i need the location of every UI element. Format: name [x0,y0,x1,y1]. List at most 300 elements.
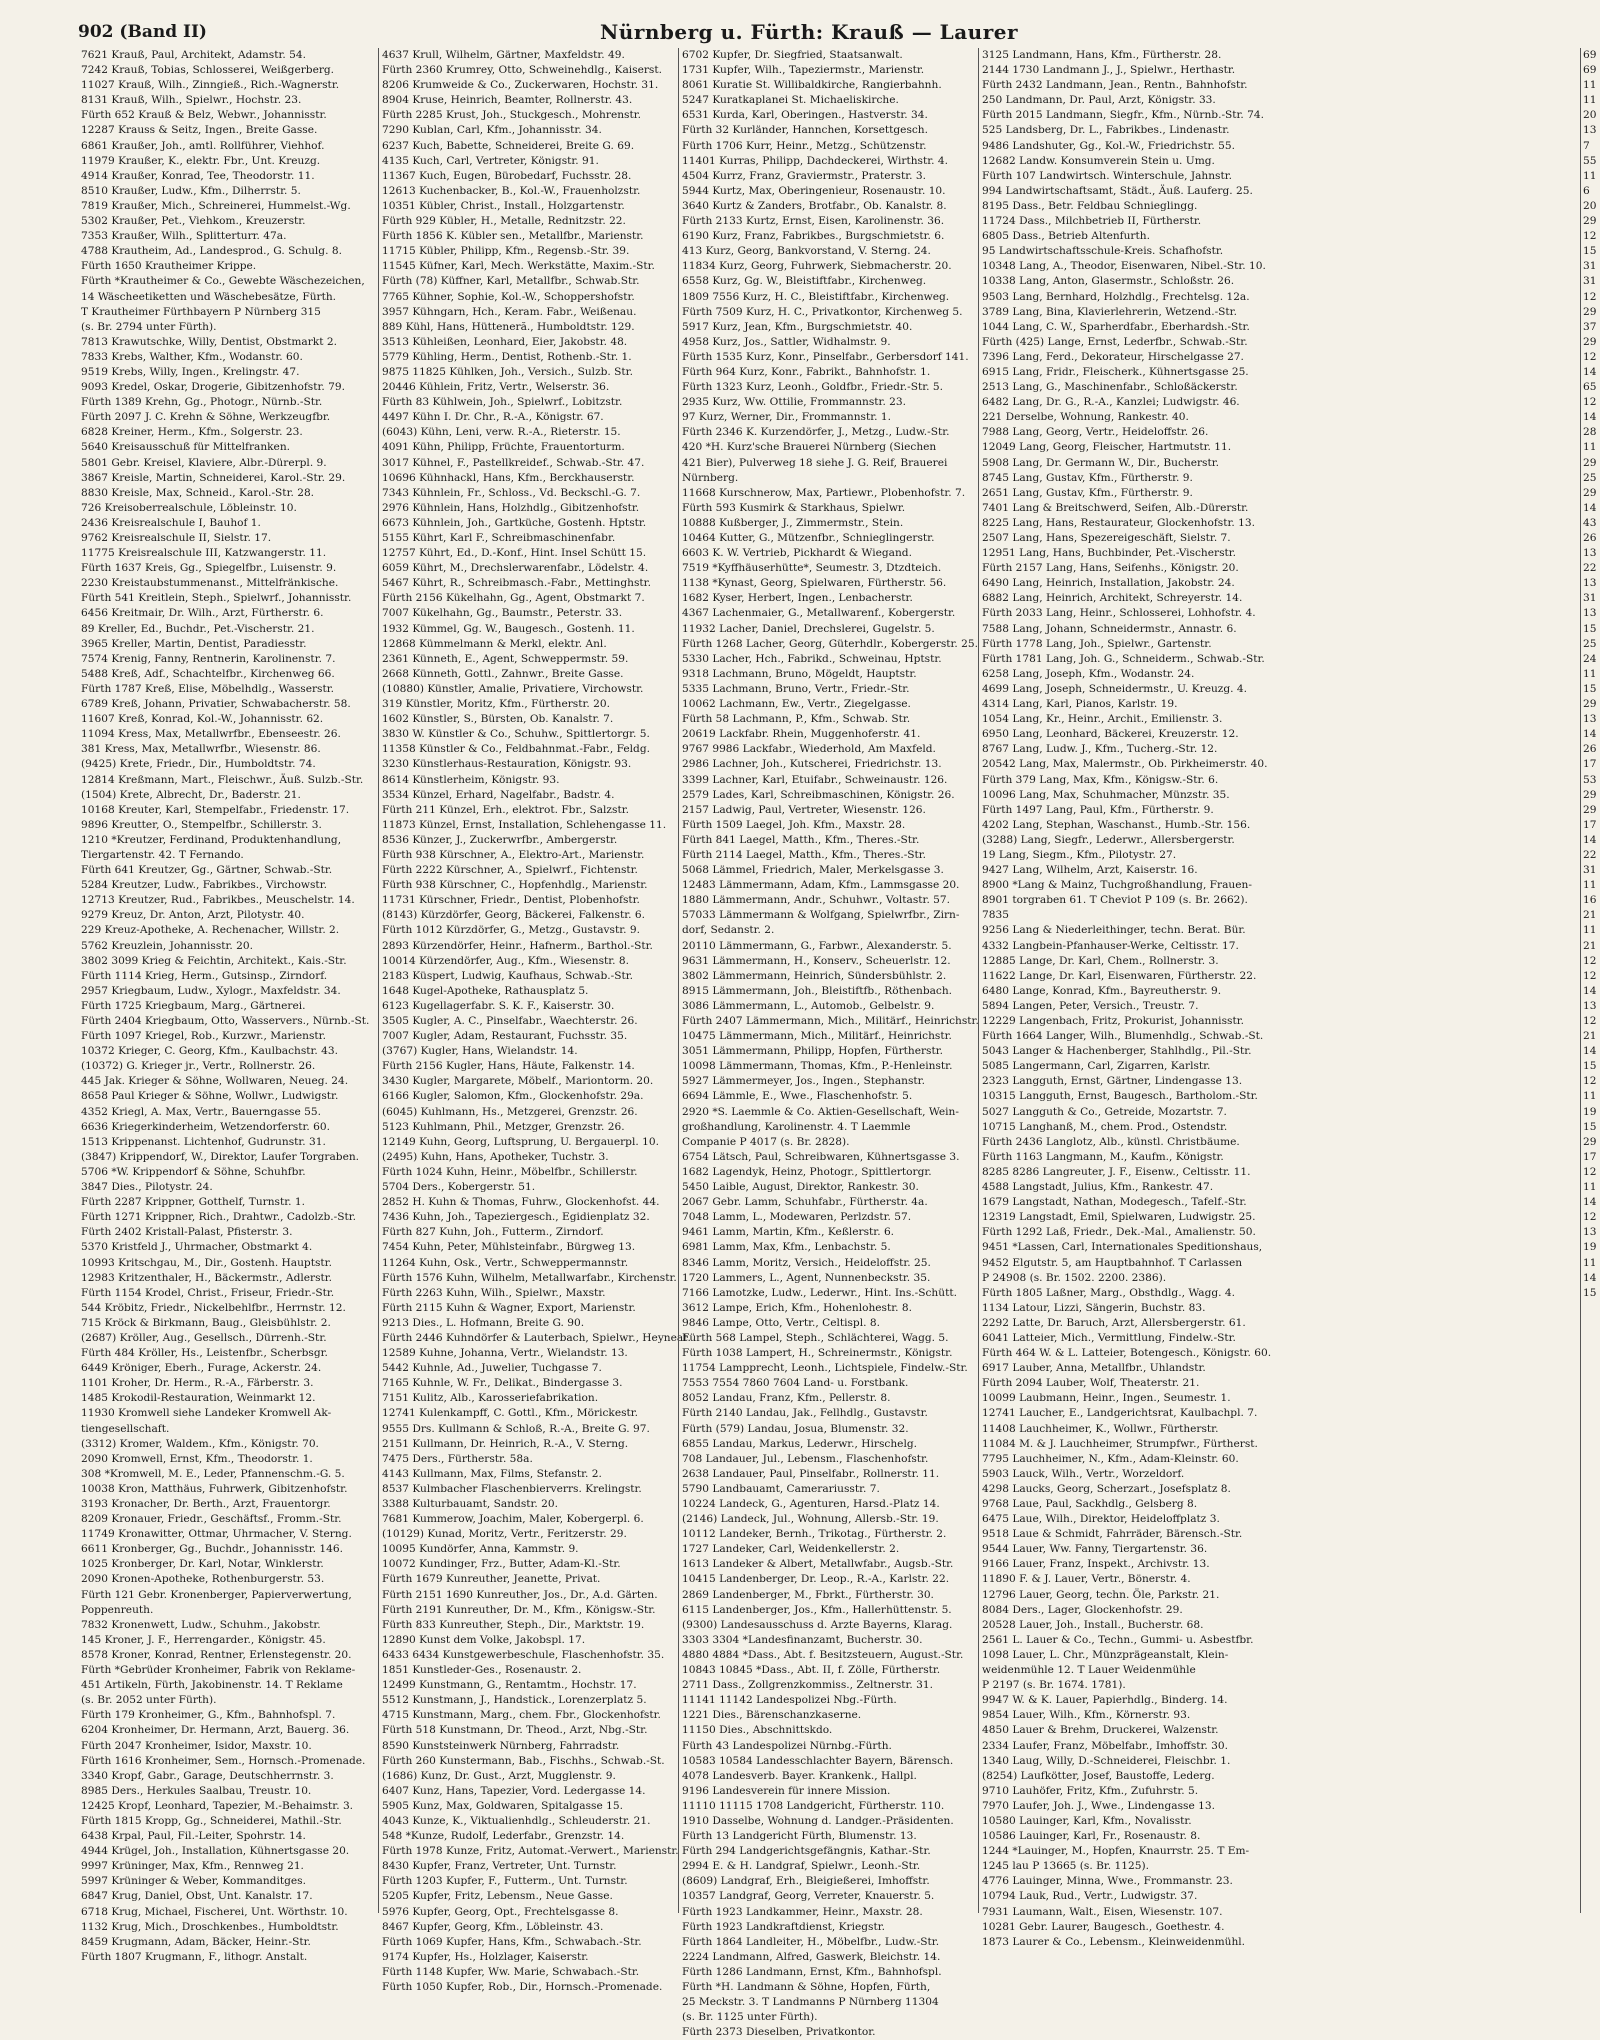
directory-entry: 2561 L. Lauer & Co., Techn., Gummi- u. Asbestfbr. [982,1633,1254,1646]
directory-entry: 6882 Lang, Heinrich, Architekt, Schreyerstr. 14. [982,592,1243,605]
edge-entry: 69 [1583,49,1597,61]
directory-entry: Fürth 1535 Kurz, Konr., Pinselfabr., Gerbersdorf 141. [682,350,969,363]
edge-entry: 29 [1583,456,1597,469]
edge-entry: 16 [1583,894,1597,907]
directory-entry: 12049 Lang, Georg, Fleischer, Hartmutstr. 11. [982,441,1232,454]
directory-entry: 1340 Laug, Willy, D.-Schneiderei, Fleischbr. 1. [982,1754,1231,1767]
directory-entry: 9451 *Lassen, Carl, Internationales Speditionshaus, [982,1241,1263,1254]
edge-entry: 11 [1583,1181,1597,1194]
directory-column-4 [978,48,1280,1948]
directory-entry: Fürth 260 Kunstermann, Bab., Fischhs., Schwab.-St. [382,1754,665,1767]
directory-entry: 11754 Lampprecht, Leonh., Lichtspiele, Findelw.-Str. [682,1362,968,1375]
directory-entry: 2183 Küspert, Ludwig, Kaufhaus, Schwab.-Str. [382,969,634,982]
directory-entry: 381 Kress, Max, Metallwrfbr., Wiesenstr. 86. [81,743,321,756]
edge-entry: 13 [1583,577,1597,590]
directory-entry: Fürth 294 Landgerichtsgefängnis, Kathar.-Str. [682,1845,931,1858]
edge-entry: 14 [1583,1196,1597,1209]
directory-entry: Fürth 2097 J. C. Krehn & Söhne, Werkzeugfbr. [81,411,331,424]
directory-entry: 8830 Kreisle, Max, Schneid., Karol.-Str. 28. [81,486,315,499]
edge-entry: 13 [1583,999,1597,1012]
directory-entry: Fürth 568 Lampel, Steph., Schlächterei, Wagg. 5. [682,1331,949,1344]
directory-entry: 20446 Kühlein, Fritz, Vertr., Welserstr. 36. [382,381,610,394]
directory-entry: 319 Künstler, Moritz, Kfm., Fürtherstr. 20. [382,698,610,711]
directory-entry: 1851 Kunstleder-Ges., Rosenaustr. 2. [382,1664,582,1677]
directory-entry: 6059 Kührt, M., Drechslerwarenfabr., Lödelstr. 4. [382,562,649,575]
directory-entry: Fürth 13 Landgericht Fürth, Blumenstr. 13. [682,1830,917,1843]
directory-entry: 1485 Krokodil-Restauration, Weinmarkt 12. [81,1392,316,1405]
edge-entry: 13 [1583,124,1597,137]
directory-entry: 413 Kurz, Georg, Bankvorstand, V. Sterng. 24. [682,245,931,258]
directory-entry: 2651 Lang, Gustav, Kfm., Fürtherstr. 9. [982,486,1193,499]
directory-entry: Fürth 1856 K. Kübler sen., Metallfbr., Marienstr. [382,230,644,243]
edge-entry: 31 [1583,864,1597,877]
directory-entry: 726 Kreisoberrealschule, Löbleinstr. 10. [81,501,297,514]
edge-entry: 22 [1583,848,1597,861]
directory-entry: 6480 Lange, Konrad, Kfm., Bayreutherstr. 9. [982,984,1222,997]
directory-entry: 10351 Kübler, Christ., Install., Holzgartenstr. [382,199,625,212]
directory-entry: 6981 Lamm, Max, Kfm., Lenbachstr. 5. [682,1241,891,1254]
edge-entry: 15 [1583,245,1597,258]
directory-entry: 11264 Kuhn, Osk., Vertr., Schweppermannstr. [382,1256,629,1269]
directory-entry: 1245 lau P 13665 (s. Br. 1125). [982,1860,1149,1873]
directory-entry: 3640 Kurtz & Zanders, Brotfabr., Ob. Kanalstr. 8. [682,199,947,212]
directory-entry: 544 Kröbitz, Friedr., Nickelbehlfbr., Herrnstr. 12. [81,1301,346,1314]
directory-entry: 7553 7554 7860 7604 Land- u. Forstbank. [682,1377,909,1390]
directory-entry: 250 Landmann, Dr. Paul, Arzt, Königstr. 33. [982,94,1216,107]
directory-entry: 9544 Lauer, Ww. Fanny, Tiergartenstr. 36. [982,1543,1208,1556]
directory-entry: 5330 Lacher, Hch., Fabrikd., Schweinau, Hptstr. [682,652,942,665]
directory-entry: Fürth 464 W. & L. Latteier, Botengesch., Königstr. 60. [982,1347,1272,1360]
directory-entry: 3534 Künzel, Erhard, Nagelfabr., Badstr. 4. [382,788,615,801]
directory-entry: 9427 Lang, Wilhelm, Arzt, Kaiserstr. 16. [982,864,1198,877]
directory-entry: 5894 Langen, Peter, Versich., Treustr. 7. [982,999,1199,1012]
directory-entry: 1138 *Kynast, Georg, Spielwaren, Fürtherstr. 56. [682,577,947,590]
directory-entry: 4332 Langbein-Pfanhauser-Werke, Celtisstr. 17. [982,939,1239,952]
directory-entry: Fürth 179 Kronheimer, G., Kfm., Bahnhofspl. 7. [81,1709,336,1722]
directory-entry: Fürth 1097 Kriegel, Rob., Kurzwr., Marienstr. [81,1030,326,1043]
directory-entry: 4880 4884 *Dass., Abt. f. Besitzsteuern, August.-Str. [682,1648,964,1661]
directory-entry: Fürth 1679 Kunreuther, Jeanette, Privat. [382,1573,601,1586]
directory-entry: 5905 Kunz, Max, Goldwaren, Spitalgasse 15. [382,1799,623,1812]
directory-entry: 1910 Dasselbe, Wohnung d. Landger.-Präsidenten. [682,1814,954,1827]
directory-entry: 7833 Krebs, Walther, Kfm., Wodanstr. 60. [81,350,303,363]
directory-entry: 7242 Krauß, Tobias, Schlosserei, Weißgerberg. [81,64,335,77]
directory-entry: 6041 Latteier, Mich., Vermittlung, Findelw.-Str. [982,1331,1236,1344]
directory-entry: 5488 Kreß, Adf., Schachtelfbr., Kirchenweg 66. [81,667,335,680]
directory-entry: 4143 Kullmann, Max, Films, Stefanstr. 2. [382,1467,602,1480]
directory-entry: Fürth 1787 Kreß, Elise, Möbelhdlg., Wasserstr. [81,682,335,695]
directory-entry: Fürth 32 Kurländer, Hannchen, Korsettgesch. [682,124,928,137]
directory-entry: 6123 Kugellagerfabr. S. K. F., Kaiserstr. 30. [382,999,615,1012]
directory-entry: 5640 Kreisausschuß für Mittelfranken. [81,441,291,454]
directory-entry: 994 Landwirtschaftsamt, Städt., Äuß. Lauferg. 25. [982,184,1253,197]
directory-entry: 6558 Kurz, Gg. W., Bleistiftfabr., Kirchenweg. [682,275,927,288]
directory-entry: 229 Kreuz-Apotheke, A. Rechenacher, Willstr. 2. [81,924,340,937]
directory-entry: 5976 Kupfer, Georg, Opt., Frechtelsgasse 8. [382,1905,619,1918]
directory-entry: (1504) Krete, Albrecht, Dr., Baderstr. 21. [81,788,301,801]
directory-entry: 1873 Laurer & Co., Lebensm., Kleinweidenmühl. [982,1935,1246,1948]
directory-entry: Fürth 1012 Kürzdörfer, G., Metzg., Gustavstr. 9. [382,924,640,937]
edge-entry: 26 [1583,532,1597,544]
edge-entry: 11 [1583,441,1597,454]
directory-entry: 3230 Künstlerhaus-Restauration, Königstr. 93. [382,758,632,771]
directory-entry: Nürnberg. [682,471,739,484]
directory-entry: 4504 Kurrz, Franz, Graviermstr., Praterstr. 3. [682,169,926,182]
directory-entry: Fürth 2446 Kuhndörfer & Lauterbach, Spielwr., Heyneat. [382,1331,691,1344]
directory-entry: 9166 Lauer, Franz, Inspekt., Archivstr. 13. [982,1558,1210,1571]
directory-entry: 10586 Lauinger, Karl, Fr., Rosenaustr. 8. [982,1830,1201,1843]
directory-entry: 5790 Landbauamt, Camerariusstr. 7. [682,1482,880,1495]
directory-entry: 1809 7556 Kurz, H. C., Bleistiftfabr., Kirchenweg. [682,290,950,303]
edge-entry: 22 [1583,562,1597,575]
directory-entry: 1682 Lagendyk, Heinz, Photogr., Spittlertorgr. [682,1165,932,1178]
edge-entry: 24 [1583,652,1597,665]
directory-entry: 4314 Lang, Karl, Pianos, Karlstr. 19. [982,698,1178,711]
directory-entry: 525 Landsberg, Dr. L., Fabrikbes., Lindenastr. [982,124,1230,137]
directory-entry: 1679 Langstadt, Nathan, Modegesch., Tafelf.-Str. [982,1196,1247,1209]
directory-entry: 7588 Lang, Johann, Schneidermstr., Annastr. 6. [982,622,1237,635]
edge-entry: 14 [1583,365,1597,378]
directory-entry: (8143) Kürzdörfer, Georg, Bäckerei, Falkenstr. 6. [382,909,645,922]
directory-entry: Fürth *H. Landmann & Söhne, Hopfen, Fürth, [682,1981,931,1993]
directory-entry: 4135 Kuch, Carl, Vertreter, Königstr. 91. [382,154,599,167]
directory-entry: Fürth 1650 Krautheimer Krippe. [81,260,257,273]
edge-entry: 12 [1583,1211,1597,1224]
directory-entry: 9710 Lauhöfer, Fritz, Kfm., Zufuhrstr. 5. [982,1784,1199,1797]
directory-entry: 4958 Kurz, Jos., Sattler, Widhalmstr. 9. [682,335,891,348]
directory-entry: 8767 Lang, Ludw. J., Kfm., Tucherg.-Str. 12. [982,743,1218,756]
edge-entry: 28 [1583,426,1597,439]
directory-entry: 4637 Krull, Wilhelm, Gärtner, Maxfeldstr. 49. [382,49,625,61]
edge-entry: 14 [1583,728,1597,741]
directory-entry: 10038 Kron, Matthäus, Fuhrwerk, Gibitzenhofstr. [81,1482,348,1495]
edge-entry: 29 [1583,215,1597,228]
directory-entry: 6166 Kugler, Salomon, Kfm., Glockenhofstr. 29a. [382,1090,644,1103]
directory-entry: 8510 Kraußer, Ludw., Kfm., Dilherrstr. 5. [81,184,301,197]
directory-entry: 8915 Lämmermann, Joh., Bleistiftfb., Röthenbach. [682,984,953,997]
directory-entry: 7574 Krenig, Fanny, Rentnerin, Karolinenstr. 7. [81,652,336,665]
directory-entry: 8901 torgraben 61. T Cheviot P 109 (s. Br. 2662). [982,894,1248,907]
directory-entry: Fürth 2115 Kuhn & Wagner, Export, Marienstr. [382,1301,636,1314]
directory-entry: 145 Kroner, J. F., Herrengarder., Königstr. 45. [81,1633,326,1646]
directory-entry: 10372 Krieger, C. Georg, Kfm., Kaulbachstr. 43. [81,1045,338,1058]
directory-entry: 5779 Kühling, Herm., Dentist, Rothenb.-Str. 1. [382,350,632,363]
directory-entry: Fürth 1114 Krieg, Herm., Gutsinsp., Zirndorf. [81,969,328,982]
directory-entry: 8537 Kulmbacher Flaschenbierverrs. Krelingstr. [382,1482,642,1495]
directory-entry: 7048 Lamm, L., Modewaren, Perlzdstr. 57. [682,1211,912,1224]
directory-entry: 20542 Lang, Max, Malermstr., Ob. Pirkheimerstr. 40. [982,758,1268,771]
directory-entry: 1720 Lammers, L., Agent, Nunnenbeckstr. 35. [682,1271,931,1284]
directory-entry: 12682 Landw. Konsumverein Stein u. Umg. [982,154,1215,167]
directory-entry: Fürth 1271 Krippner, Rich., Drahtwr., Cadolzb.-Str. [81,1211,356,1224]
edge-entry: 21 [1583,909,1597,922]
directory-entry: 12983 Kritzenthaler, H., Bäckermstr., Adlerstr. [81,1271,333,1284]
directory-entry: dorf, Sedanstr. 2. [682,924,775,937]
directory-entry: weidenmühle 12. T Lauer Weidenmühle [982,1664,1196,1677]
directory-entry: 10338 Lang, Anton, Glasermstr., Schloßstr. 26. [982,275,1235,288]
directory-entry: Fürth 1616 Kronheimer, Sem., Hornsch.-Promenade. [81,1754,366,1767]
directory-entry: 10794 Lauk, Rud., Vertr., Ludwigstr. 37. [982,1890,1198,1903]
directory-entry: 7401 Lang & Breitschwerd, Seifen, Alb.-Dürerstr. [982,501,1249,514]
directory-entry: 8459 Krugmann, Adam, Bäcker, Heinr.-Str. [81,1935,311,1948]
edge-entry: 25 [1583,637,1597,650]
edge-entry: 12 [1583,1075,1597,1088]
directory-entry: Fürth 83 Kühlwein, Joh., Spielwrf., Lobitzstr. [382,396,623,409]
directory-entry: (10372) G. Krieger jr., Vertr., Rollnerstr. 26. [81,1060,316,1073]
edge-entry: 12 [1583,230,1597,243]
directory-entry: (9425) Krete, Friedr., Dir., Humboldtstr. 74. [81,758,316,771]
directory-entry: 9767 9986 Lackfabr., Wiederhold, Am Maxfeld. [682,743,936,756]
directory-entry: 708 Landauer, Jul., Lebensm., Flaschenhofstr. [682,1452,929,1465]
directory-entry: 12757 Kührt, Ed., D.-Konf., Hint. Insel Schütt 15. [382,547,647,560]
directory-entry: Fürth 43 Landespolizei Nürnbg.-Fürth. [682,1739,892,1752]
directory-entry: 11749 Kronawitter, Ottmar, Uhrmacher, V. Sterng. [81,1528,352,1541]
directory-entry: 2994 E. & H. Landgraf, Spielwr., Leonh.-Str. [682,1860,921,1873]
edge-entry: 31 [1583,260,1597,273]
directory-entry: 6456 Kreitmair, Dr. Wilh., Arzt, Fürtherstr. 6. [81,607,324,620]
directory-column-2 [378,48,691,1993]
directory-entry: Fürth 518 Kunstmann, Dr. Theod., Arzt, Nbg.-Str. [382,1724,648,1737]
directory-entry: Fürth 2360 Krumrey, Otto, Schweinehdlg., Kaiserst. [382,64,662,77]
directory-entry: Fürth 2114 Laegel, Matth., Kfm., Theres.-Str. [682,848,927,861]
directory-entry: 11401 Kurras, Philipp, Dachdeckerei, Wirthstr. 4. [682,154,948,167]
directory-entry: 10843 10845 *Dass., Abt. II, f. Zölle, Fürtherstr. [682,1664,941,1677]
directory-entry: 2361 Künneth, E., Agent, Schweppermstr. 59. [382,652,629,665]
edge-entry: 29 [1583,698,1597,711]
directory-entry: 2292 Latte, Dr. Baruch, Arzt, Allersbergerstr. 61. [982,1316,1246,1329]
directory-entry: 2230 Kreistaubstummenanst., Mittelfränkische. [81,577,339,590]
directory-entry: 9486 Landshuter, Gg., Kol.-W., Friedrichstr. 55. [982,139,1236,152]
directory-entry: 6789 Kreß, Johann, Privatier, Schwabacherstr. 58. [81,698,351,711]
directory-entry: 7681 Kummerow, Joachim, Maler, Kobergerpl. 6. [382,1513,644,1526]
directory-entry: 1210 *Kreutzer, Ferdinand, Produktenhandlung, [81,833,342,846]
directory-entry: 11775 Kreisrealschule III, Katzwangerstr. 11. [81,547,327,560]
directory-entry: (9300) Landesausschuss d. Arzte Bayerns, Klarag. [682,1618,953,1631]
directory-column-3 [678,48,979,2039]
directory-entry: Fürth 2432 Landmann, Jean., Rentn., Bahnhofstr. [982,79,1248,92]
directory-entry: Fürth 1024 Kuhn, Heinr., Möbelfbr., Schillerstr. [382,1165,638,1178]
directory-entry: 10072 Kundinger, Frz., Butter, Adam-Kl.-Str. [382,1558,621,1571]
directory-entry: 3193 Kronacher, Dr. Berth., Arzt, Frauentorgr. [81,1498,331,1510]
directory-entry: Fürth 1154 Krodel, Christ., Friseur, Friedr.-Str. [81,1286,335,1299]
directory-entry: 5917 Kurz, Jean, Kfm., Burgschmietstr. 40. [682,320,913,333]
directory-entry: 4944 Krügel, Joh., Installation, Kühnertsgasse 20. [81,1845,350,1858]
directory-entry: (6045) Kuhlmann, Hs., Metzgerei, Grenzstr. 26. [382,1105,638,1118]
directory-entry: 8614 Künstlerheim, Königstr. 93. [382,773,560,786]
directory-entry: 6917 Lauber, Anna, Metallfbr., Uhlandstr. [982,1362,1206,1375]
edge-entry: 15 [1583,1060,1597,1073]
directory-entry: 12319 Langstadt, Emil, Spielwaren, Ludwigstr. 25. [982,1211,1256,1224]
directory-entry: 9518 Laue & Schmidt, Fahrräder, Bärensch.-Str. [982,1528,1243,1541]
directory-entry: Fürth 1807 Krugmann, F., lithogr. Anstalt. [81,1950,308,1963]
directory-entry: 3051 Lämmermann, Philipp, Hopfen, Fürtherstr. [682,1045,944,1058]
directory-entry: 9997 Krüninger, Max, Kfm., Rennweg 21. [81,1860,304,1873]
directory-entry: 12951 Lang, Hans, Buchbinder, Pet.-Vischerstr. [982,547,1237,560]
edge-entry: 25 [1583,471,1597,484]
directory-entry: 1044 Lang, C. W., Sparherdfabr., Eberhardsh.-Str. [982,320,1250,333]
directory-entry: 19 Lang, Siegm., Kfm., Pilotystr. 27. [982,848,1177,861]
directory-entry: Fürth 1069 Kupfer, Hans, Kfm., Schwabach.-Str. [382,1935,642,1948]
edge-entry: 7 [1583,139,1590,152]
directory-entry: 2711 Dass., Zollgrenzkommiss., Zeltnerstr. 31. [682,1679,934,1692]
directory-entry: 5043 Langer & Hachenberger, Stahlhdlg., Pil.-Str. [982,1045,1252,1058]
directory-entry: (1686) Kunz, Dr. Gust., Arzt, Mugglenstr. 9. [382,1769,616,1782]
directory-entry: 7475 Ders., Fürtherstr. 58a. [382,1452,533,1465]
directory-entry: 1727 Landeker, Carl, Weidenkellerstr. 2. [682,1543,900,1556]
edge-entry: 21 [1583,939,1597,952]
directory-entry: 2144 1730 Landmann J., J., Spielwr., Herthastr. [982,64,1236,77]
directory-entry: 2507 Lang, Hans, Spezereigeschäft, Sielstr. 7. [982,532,1231,544]
directory-entry: Fürth 2402 Kristall-Palast, Pfisterstr. 3. [81,1226,293,1239]
directory-entry: Fürth 1509 Laegel, Joh. Kfm., Maxstr. 28. [682,818,906,831]
directory-entry: 6805 Dass., Betrieb Altenfurth. [982,230,1150,243]
directory-entry: Fürth 541 Kreitlein, Steph., Spielwrf., Johannisstr. [81,592,352,605]
directory-entry: Fürth 593 Kusmirk & Starkhaus, Spielwr. [682,501,906,514]
directory-entry: 6438 Krpal, Paul, Fil.-Leiter, Spohrstr. 14. [81,1830,306,1843]
directory-entry: Fürth 938 Kürschner, A., Elektro-Art., Marienstr. [382,848,645,861]
edge-entry: 11 [1583,1256,1597,1269]
directory-entry: 3802 3099 Krieg & Feichtin, Architekt., Kais.-Str. [81,954,347,967]
directory-entry: 9768 Laue, Paul, Sackhdlg., Gelsberg 8. [982,1498,1198,1510]
directory-entry: 4078 Landesverb. Bayer. Krankenk., Hallpl. [682,1769,917,1782]
directory-entry: 5155 Kührt, Karl F., Schreibmaschinenfabr. [382,532,616,544]
directory-entry: 25 Meckstr. 3. T Landmanns P Nürnberg 11304 [682,1996,939,2009]
directory-entry: 7835 [982,909,1009,922]
edge-entry: 14 [1583,411,1597,424]
directory-entry: Fürth 1268 Lacher, Georg, Güterhdlr., Kobergerstr. 25. [682,637,978,650]
directory-entry: 14 Wäscheetiketten und Wäschebesätze, Fürth. [81,290,337,303]
edge-entry: 11 [1583,924,1597,937]
directory-entry: 2323 Langguth, Ernst, Gärtner, Lindengasse 13. [982,1075,1243,1088]
directory-entry: 11408 Lauchheimer, K., Wollwr., Fürtherstr. [982,1422,1219,1435]
directory-entry: Fürth 1286 Landmann, Ernst, Kfm., Bahnhofspl. [682,1965,942,1978]
directory-entry: 3505 Kugler, A. C., Pinselfabr., Waechterstr. 26. [382,1015,638,1027]
directory-entry: 5442 Kuhnle, Ad., Juwelier, Tuchgasse 7. [382,1362,602,1375]
directory-entry: 8209 Kronauer, Friedr., Geschäftsf., Fromm.-Str. [81,1513,342,1526]
edge-entry: 17 [1583,758,1597,771]
directory-entry: 11930 Kromwell siehe Landeker Kromwell Ak- [81,1407,332,1420]
directory-entry: 5284 Kreutzer, Ludw., Fabrikbes., Virchowstr. [81,879,327,892]
directory-entry: 2986 Lachner, Joh., Kutscherei, Friedrichstr. 13. [682,758,942,771]
directory-entry: 20528 Lauer, Joh., Install., Bucherstr. 68. [982,1618,1204,1631]
directory-entry: 10098 Lämmermann, Thomas, Kfm., P.-Henleinstr. [682,1060,953,1073]
directory-entry: Fürth 1805 Laßner, Marg., Obsthdlg., Wagg. 4. [982,1286,1236,1299]
directory-entry: 5512 Kunstmann, J., Handstick., Lorenzerplatz 5. [382,1694,647,1707]
directory-entry: 8206 Krumweide & Co., Zuckerwaren, Hochstr. 31. [382,79,659,92]
directory-entry: 8536 Künzer, J., Zuckerwrfbr., Ambergerstr. [382,833,618,846]
directory-entry: 6475 Laue, Wilh., Direktor, Heideloffplatz 3. [982,1513,1220,1526]
directory-entry: 10475 Lämmermann, Mich., Militärf., Heinrichstr. [682,1030,952,1043]
directory-entry: Fürth 1706 Kurr, Heinr., Metzg., Schützenstr. [682,139,927,152]
edge-entry: 65 [1583,381,1597,394]
directory-entry: 1932 Kümmel, Gg. W., Baugesch., Gostenh. 11. [382,622,635,635]
directory-entry: 10715 Langhanß, M., chem. Prod., Ostendstr. [982,1120,1228,1133]
edge-entry: 26 [1583,743,1597,756]
edge-entry: 14 [1583,1045,1597,1058]
directory-entry: 2893 Kürzendörfer, Heinr., Hafnerm., Barthol.-Str. [382,939,653,952]
edge-entry: 11 [1583,94,1597,107]
directory-entry: 7832 Kronenwett, Ludw., Schuhm., Jakobstr. [81,1618,321,1631]
directory-entry: 10281 Gebr. Laurer, Baugesch., Goethestr. 4. [982,1920,1225,1933]
edge-entry: 19 [1583,1105,1597,1118]
directory-entry: 9318 Lachmann, Bruno, Mögeldt, Hauptstr. [682,667,917,680]
directory-entry: Poppenreuth. [81,1603,154,1616]
directory-entry: 9174 Kupfer, Hs., Holzlager, Kaiserstr. [382,1950,589,1963]
directory-entry: Fürth 107 Landwirtsch. Winterschule, Jahnstr. [982,169,1233,182]
directory-entry: 7931 Laumann, Walt., Eisen, Wiesenstr. 107. [982,1905,1223,1918]
edge-entry: 15 [1583,622,1597,635]
edge-entry: 14 [1583,1271,1597,1284]
directory-entry: 4699 Lang, Joseph, Schneidermstr., U. Kreuzg. 4. [982,682,1248,695]
directory-entry: Fürth 1050 Kupfer, Rob., Dir., Hornsch.-Promenade. [382,1981,663,1993]
directory-entry: 8131 Krauß, Wilh., Spielwr., Hochstr. 23. [81,94,302,107]
directory-entry: Fürth 1163 Langmann, M., Kaufm., Königstr. [982,1150,1224,1163]
edge-entry: 69 [1583,64,1597,77]
directory-entry: Fürth 1978 Kunze, Fritz, Automat.-Verwert., Marienstr. [382,1845,679,1858]
directory-entry: Fürth 1923 Landkraftdienst, Kriegstr. [682,1920,886,1933]
directory-entry: 4588 Langstadt, Julius, Kfm., Rankestr. 47. [982,1181,1214,1194]
directory-entry: Fürth 938 Kürschner, C., Hopfenhdlg., Marienstr. [382,879,648,892]
directory-entry: 57033 Lämmermann & Wolfgang, Spielwrfbr., Zirn- [682,909,960,922]
edge-entry: 43 [1583,516,1597,529]
directory-entry: 8061 Kuratie St. Willibaldkirche, Rangierbahnh. [682,79,942,92]
directory-entry: Fürth 2033 Lang, Heinr., Schlosserei, Lohhofstr. 4. [982,607,1256,620]
directory-entry: großhandlung, Karolinenstr. 4. T Laemmle [682,1120,911,1133]
edge-entry: 12 [1583,290,1597,303]
directory-entry: (8609) Landgraf, Erh., Bleigießerei, Imhoffstr. [682,1875,930,1888]
directory-entry: 3125 Landmann, Hans, Kfm., Fürtherstr. 28. [982,49,1222,61]
directory-entry: 12885 Lange, Dr. Karl, Chem., Rollnerstr. 3. [982,954,1219,967]
directory-entry: 3388 Kulturbauamt, Sandstr. 20. [382,1498,558,1510]
directory-entry: Fürth 1815 Kropp, Gg., Schneiderei, Mathil.-Str. [81,1814,342,1827]
directory-entry: 12814 Kreßmann, Mart., Fleischwr., Äuß. Sulzb.-Str. [81,773,364,786]
directory-entry: 420 *H. Kurz'sche Brauerei Nürnberg (Siechen [682,441,937,454]
directory-entry: (6043) Kühn, Leni, verw. R.-A., Rieterstr. 15. [382,426,621,439]
directory-entry: 6603 K. W. Vertrieb, Pickhardt & Wiegand. [682,547,912,560]
directory-entry: 1025 Kronberger, Dr. Karl, Notar, Winklerstr. [81,1558,324,1571]
directory-entry: Fürth (579) Landau, Josua, Blumenstr. 32. [682,1422,909,1435]
directory-entry: (3312) Kromer, Waldem., Kfm., Königstr. 70. [81,1437,319,1450]
directory-entry: 8590 Kunststeinwerk Nürnberg, Fahrradstr. [382,1739,620,1752]
directory-entry: 12796 Lauer, Georg, techn. Öle, Parkstr. 21. [982,1588,1220,1601]
directory-entry: Fürth 2140 Landau, Jak., Fellhdlg., Gustavstr. [682,1407,928,1420]
edge-entry: 12 [1583,350,1597,363]
directory-entry: Fürth 7509 Kurz, H. C., Privatkontor, Kirchenweg 5. [682,305,963,318]
directory-entry: 5205 Kupfer, Fritz, Lebensm., Neue Gasse. [382,1890,613,1903]
directory-entry: 7007 Kükelhahn, Gg., Baumstr., Peterstr. 33. [382,607,623,620]
directory-entry: 7454 Kuhn, Peter, Mühlsteinfabr., Bürgweg 13. [382,1241,636,1254]
directory-entry: 9846 Lampe, Otto, Vertr., Celtispl. 8. [682,1316,880,1329]
directory-entry: 12741 Laucher, E., Landgerichtsrat, Kaulbachpl. 7. [982,1407,1258,1420]
directory-entry: Fürth 2151 1690 Kunreuther, Jos., Dr., A.d. Gärten. [382,1588,658,1601]
directory-entry: (10129) Kunad, Moritz, Vertr., Feritzerstr. 29. [382,1528,627,1541]
directory-entry: 2852 H. Kuhn & Thomas, Fuhrw., Glockenhofst. 44. [382,1196,660,1209]
directory-entry: 6855 Landau, Markus, Lederwr., Hirschelg. [682,1437,917,1450]
directory-column-1 [78,48,378,1963]
directory-entry: 6915 Lang, Fridr., Fleischerk., Kühnertsgasse 25. [982,365,1249,378]
edge-entry: 13 [1583,1226,1597,1239]
directory-entry: (8254) Laufkötter, Josef, Baustoffe, Lederg. [982,1769,1215,1782]
directory-entry: 5467 Kührt, R., Schreibmasch.-Fabr., Mettinghstr. [382,577,651,590]
directory-entry: 9213 Dies., L. Hofmann, Breite G. 90. [382,1316,585,1329]
directory-entry: 9896 Kreutter, O., Stempelfbr., Schillerstr. 3. [81,818,322,831]
directory-entry: 308 *Kromwell, M. E., Leder, Pfannenschm.-G. 5. [81,1467,345,1480]
directory-entry: 5247 Kuratkaplanei St. Michaeliskirche. [682,94,899,107]
directory-entry: 20619 Lackfabr. Rhein, Muggenhoferstr. 41. [682,728,921,741]
directory-entry: (s. Br. 1125 unter Fürth). [682,2011,818,2024]
directory-entry: 12713 Kreutzer, Rud., Fabrikbes., Meuschelstr. 14. [81,894,355,907]
directory-entry: (2495) Kuhn, Hans, Apotheker, Tuchstr. 3. [382,1150,609,1163]
